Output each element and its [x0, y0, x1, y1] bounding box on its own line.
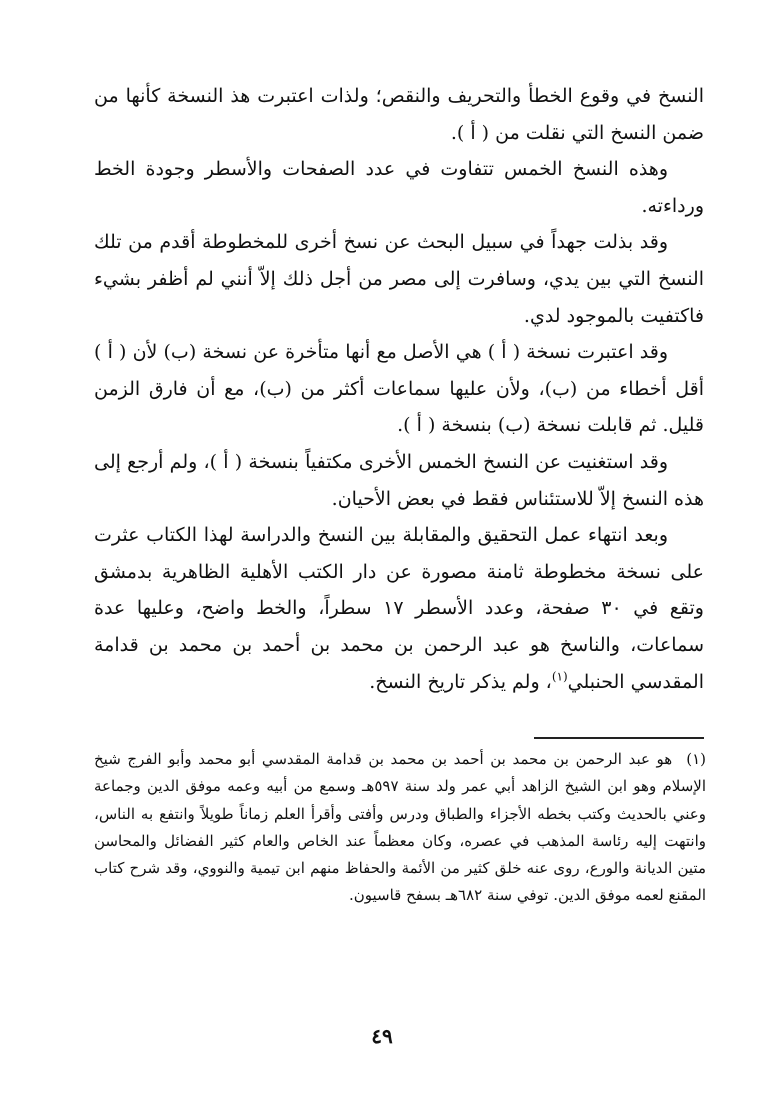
footnote-marker: (١) — [686, 750, 706, 768]
main-text-body — [94, 78, 704, 700]
paragraph-other-copies: وقد استغنيت عن النسخ الخمس الأخرى مكتفياً بنسخة ( أ )، ولم أرجع إلى هذه النسخ إلاّ للاستئناس فقط في بعض الأحيان. — [94, 450, 704, 510]
paragraph-continued: النسخ في وقوع الخطأ والتحريف والنقص؛ ولذات اعتبرت هذ النسخة كأنها من ضمن النسخ التي نقلت من ( أ ). — [94, 85, 704, 144]
paragraph-eighth-copy-end: ، ولم يذكر تاريخ النسخ. — [369, 670, 552, 693]
footnote-text: هو عبد الرحمن بن محمد بن أحمد بن محمد بن قدامة المقدسي أبو محمد وأبو الفرج شيخ الإسلام وهو ابن الشيخ الزاهد أبي عمر ولد سنة ٥٩٧هـ وسمع من أبيه وعمه موفق الدين وجماعة وعني بالحديث وكتب بخطه الأجزاء والطباق ودرس وأفتى وأقرأ العلم زماناً طويلاً وانتفع به الناس، وانتهت إليه رئاسة المذهب في عصره، وكان معظماً عند الخاص والعام كثير الفضائل والمحاسن متين الديانة والورع، روى عنه خلق كثير من الأئمة والحفاظ منهم ابن تيمية والنووي، وقد شرح كتاب المقنع لعمه موفق الدين. توفي سنة ٦٨٢هـ بسفح قاسيون. — [94, 750, 707, 905]
paragraph-eighth-copy — [94, 517, 704, 700]
paragraph-base-copy: وقد اعتبرت نسخة ( أ ) هي الأصل مع أنها متأخرة عن نسخة (ب) لأن ( أ ) أقل أخطاء من (ب)، ولأن عليها سماعات أكثر من (ب)، مع أن فارق الزمن قليل. ثم قابلت نسخة (ب) بنسخة ( أ ). — [94, 341, 704, 437]
paragraph-copies-variation: وهذه النسخ الخمس تتفاوت في عدد الصفحات والأسطر وجودة الخط ورداءته. — [94, 158, 704, 217]
paragraph-search-effort: وقد بذلت جهداً في سبيل البحث عن نسخ أخرى للمخطوطة أقدم من تلك النسخ التي بين يدي، وسافرت إلى مصر من أجل ذلك إلاّ أنني لم أظفر بشيء فاكتفيت بالموجود لدي. — [94, 231, 704, 327]
footnote-reference: (١) — [551, 669, 568, 684]
footnotes-section — [94, 746, 706, 910]
footnote-divider — [534, 737, 704, 739]
footnote-item — [94, 746, 706, 910]
paragraph-eighth-copy-text: وبعد انتهاء عمل التحقيق والمقابلة بين النسخ والدراسة لهذا الكتاب عثرت على نسخة مخطوطة ثامنة مصورة عن دار الكتب الأهلية الظاهرية بدمشق وتقع في ٣٠ صفحة، وعدد الأسطر ١٧ سطراً، والخط واضح، وعليها عدة سماعات، والناسخ هو عبد الرحمن بن محمد بن أحمد بن محمد بن قدامة المقدسي الحنبلي — [94, 524, 704, 693]
page-number: ٤٩ — [371, 1024, 393, 1048]
